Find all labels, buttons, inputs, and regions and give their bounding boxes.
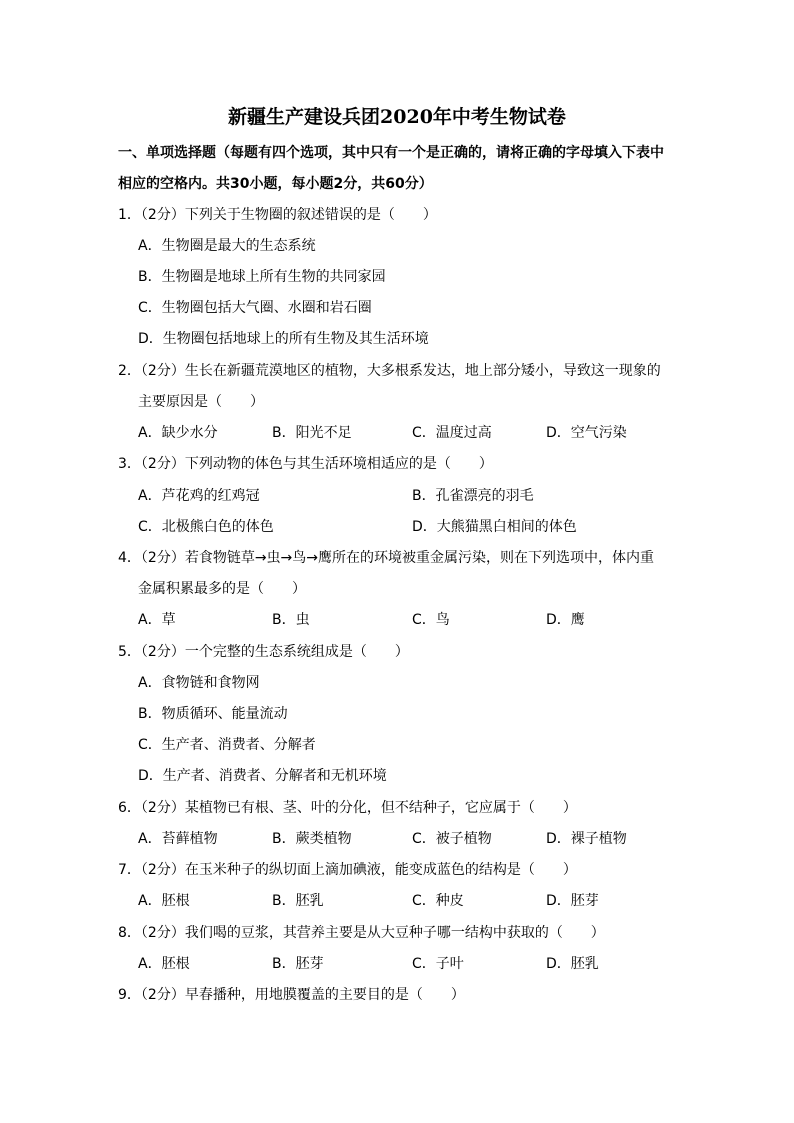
question-6-option-b: B．蕨类植物: [272, 831, 352, 847]
question-2-stem: [118, 356, 688, 418]
question-4-stem-line2: 金属积累最多的是（ ）: [138, 581, 306, 597]
section-heading: [118, 138, 688, 200]
page-title: 新疆生产建设兵团2020年中考生物试卷: [228, 106, 566, 128]
question-4-option-d: D．鹰: [546, 612, 585, 628]
question-6-stem: 6．（2分）某植物已有根、茎、叶的分化，但不结种子，它应属于（ ）: [118, 800, 577, 816]
question-5-option-a: A．食物链和食物网: [138, 675, 260, 691]
section-heading-line2: 相应的空格内。共30小题，每小题2分，共60分）: [118, 176, 433, 192]
question-9-stem: 9．（2分）早春播种，用地膜覆盖的主要目的是（ ）: [118, 987, 465, 1003]
question-5-stem: 5．（2分）一个完整的生态系统组成是（ ）: [118, 644, 409, 660]
question-3-option-b: B．孔雀漂亮的羽毛: [412, 488, 534, 504]
question-8-stem: 8．（2分）我们喝的豆浆，其营养主要是从大豆种子哪一结构中获取的（ ）: [118, 925, 605, 941]
question-2-option-d: D．空气污染: [546, 425, 627, 441]
question-7-option-a: A．胚根: [138, 893, 190, 909]
question-6-option-c: C．被子植物: [412, 831, 492, 847]
question-3-option-c: C．北极熊白色的体色: [138, 519, 274, 535]
question-7-option-d: D．胚芽: [546, 893, 599, 909]
question-1-option-b: B．生物圈是地球上所有生物的共同家园: [138, 269, 386, 285]
question-4-stem: [118, 543, 688, 605]
question-7-stem: 7．（2分）在玉米种子的纵切面上滴加碘液，能变成蓝色的结构是（ ）: [118, 862, 577, 878]
question-2-option-c: C．温度过高: [412, 425, 492, 441]
question-7-option-c: C．种皮: [412, 893, 464, 909]
question-6-option-d: D．裸子植物: [546, 831, 627, 847]
question-8-option-c: C．子叶: [412, 956, 464, 972]
question-4-stem-line1: 4．（2分）若食物链草→虫→鸟→鹰所在的环境被重金属污染，则在下列选项中，体内重: [118, 550, 655, 566]
question-5-option-b: B．物质循环、能量流动: [138, 706, 288, 722]
question-1-option-d: D．生物圈包括地球上的所有生物及其生活环境: [138, 331, 429, 347]
question-8-option-b: B．胚芽: [272, 956, 324, 972]
question-3-option-d: D．大熊猫黑白相间的体色: [412, 519, 577, 535]
question-6-option-a: A．苔藓植物: [138, 831, 218, 847]
question-4-option-b: B．虫: [272, 612, 310, 628]
question-1-option-a: A．生物圈是最大的生态系统: [138, 238, 316, 254]
question-8-option-a: A．胚根: [138, 956, 190, 972]
section-heading-line1: 一、单项选择题（每题有四个选项，其中只有一个是正确的，请将正确的字母填入下表中: [118, 145, 664, 161]
question-1-option-c: C．生物圈包括大气圈、水圈和岩石圈: [138, 300, 372, 316]
question-2-option-b: B．阳光不足: [272, 425, 352, 441]
question-8-option-d: D．胚乳: [546, 956, 599, 972]
question-4-option-a: A．草: [138, 612, 176, 628]
question-4-option-c: C．鸟: [412, 612, 450, 628]
question-5-option-d: D．生产者、消费者、分解者和无机环境: [138, 768, 387, 784]
question-2-option-a: A．缺少水分: [138, 425, 218, 441]
question-3-option-a: A．芦花鸡的红鸡冠: [138, 488, 260, 504]
question-2-stem-line2: 主要原因是（ ）: [138, 394, 264, 410]
question-1-stem: 1．（2分）下列关于生物圈的叙述错误的是（ ）: [118, 207, 437, 223]
question-3-stem: 3．（2分）下列动物的体色与其生活环境相适应的是（ ）: [118, 456, 493, 472]
question-5-option-c: C．生产者、消费者、分解者: [138, 737, 316, 753]
question-2-stem-line1: 2．（2分）生长在新疆荒漠地区的植物，大多根系发达，地上部分矮小，导致这一现象的: [118, 363, 661, 379]
question-7-option-b: B．胚乳: [272, 893, 324, 909]
